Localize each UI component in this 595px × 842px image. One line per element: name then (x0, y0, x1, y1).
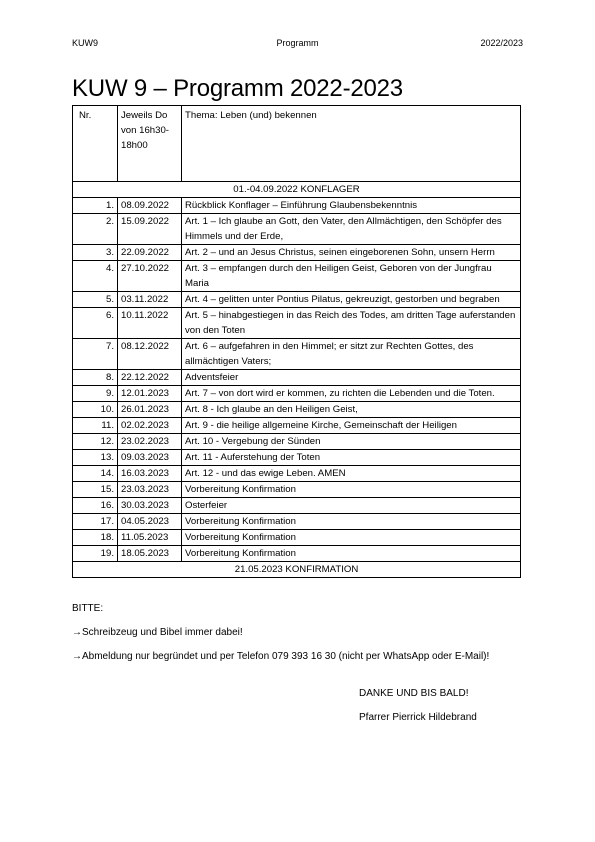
cell-topic: Art. 11 - Auferstehung der Toten (182, 450, 521, 466)
cell-topic: Art. 10 - Vergebung der Sünden (182, 434, 521, 450)
table-header-row (73, 106, 521, 182)
cell-topic: Art. 3 – empfangen durch den Heiligen Geist, Geboren von der Jungfrau Maria (182, 261, 521, 292)
cell-nr: 15. (73, 482, 118, 498)
cell-nr: 17. (73, 514, 118, 530)
cell-date: 04.05.2023 (118, 514, 182, 530)
cell-date: 10.11.2022 (118, 308, 182, 339)
cell-date: 09.03.2023 (118, 450, 182, 466)
cell-nr: 9. (73, 386, 118, 402)
cell-date: 18.05.2023 (118, 546, 182, 562)
cell-date: 03.11.2022 (118, 292, 182, 308)
notes-bitte: BITTE: (72, 603, 104, 614)
table-row (73, 261, 521, 292)
cell-nr: 5. (73, 292, 118, 308)
table-section-row (73, 182, 521, 198)
table-row (73, 308, 521, 339)
cell-nr: 8. (73, 370, 118, 386)
cell-nr: 4. (73, 261, 118, 292)
cell-nr: 1. (73, 198, 118, 214)
table-row (73, 386, 521, 402)
closing-greeting: DANKE UND BIS BALD! (359, 688, 469, 699)
cell-nr: 7. (73, 339, 118, 370)
cell-nr: 13. (73, 450, 118, 466)
table-row (73, 292, 521, 308)
cell-nr: 11. (73, 418, 118, 434)
cell-nr: 18. (73, 530, 118, 546)
cell-topic: Vorbereitung Konfirmation (182, 482, 521, 498)
header-date: Jeweils Do von 16h30-18h00 (118, 106, 182, 182)
table-row (73, 482, 521, 498)
cell-date: 16.03.2023 (118, 466, 182, 482)
table-row (73, 546, 521, 562)
table-row (73, 198, 521, 214)
cell-topic: Art. 1 – Ich glaube an Gott, den Vater, den Allmächtigen, den Schöpfer des Himmels und der Erde, (182, 214, 521, 245)
program-table (72, 105, 521, 578)
table-row (73, 370, 521, 386)
cell-topic: Rückblick Konflager – Einführung Glaubensbekenntnis (182, 198, 521, 214)
table-row (73, 402, 521, 418)
notes (72, 601, 522, 664)
closing-signature: Pfarrer Pierrick Hildebrand (359, 712, 477, 723)
header-right: 2022/2023 (480, 38, 523, 48)
cell-date: 27.10.2022 (118, 261, 182, 292)
cell-topic: Adventsfeier (182, 370, 521, 386)
cell-topic: Osterfeier (182, 498, 521, 514)
table-row (73, 339, 521, 370)
cell-topic: Art. 12 - und das ewige Leben. AMEN (182, 466, 521, 482)
cell-topic: Art. 5 – hinabgestiegen in das Reich des Todes, am dritten Tage auferstanden von den Toten (182, 308, 521, 339)
section-label: 21.05.2023 KONFIRMATION (73, 562, 521, 578)
cell-topic: Art. 8 - Ich glaube an den Heiligen Geist, (182, 402, 521, 418)
cell-topic: Art. 9 - die heilige allgemeine Kirche, Gemeinschaft der Heiligen (182, 418, 521, 434)
cell-topic: Art. 2 – und an Jesus Christus, seinen eingeborenen Sohn, unsern Herrn (182, 245, 521, 261)
cell-date: 08.09.2022 (118, 198, 182, 214)
cell-nr: 3. (73, 245, 118, 261)
cell-nr: 16. (73, 498, 118, 514)
cell-date: 23.02.2023 (118, 434, 182, 450)
table-row (73, 530, 521, 546)
cell-date: 23.03.2023 (118, 482, 182, 498)
cell-nr: 2. (73, 214, 118, 245)
cell-topic: Art. 4 – gelitten unter Pontius Pilatus, gekreuzigt, gestorben und begraben (182, 292, 521, 308)
cell-date: 30.03.2023 (118, 498, 182, 514)
table-row (73, 450, 521, 466)
cell-date: 22.09.2022 (118, 245, 182, 261)
cell-nr: 10. (73, 402, 118, 418)
table-row (73, 466, 521, 482)
cell-topic: Art. 7 – von dort wird er kommen, zu richten die Lebenden und die Toten. (182, 386, 521, 402)
cell-nr: 19. (73, 546, 118, 562)
cell-nr: 12. (73, 434, 118, 450)
table-row (73, 214, 521, 245)
table-row (73, 498, 521, 514)
cell-topic: Vorbereitung Konfirmation (182, 546, 521, 562)
page-title: KUW 9 – Programm 2022-2023 (72, 75, 403, 102)
cell-nr: 6. (73, 308, 118, 339)
cell-nr: 14. (73, 466, 118, 482)
cell-topic: Vorbereitung Konfirmation (182, 530, 521, 546)
notes-line-1: →Schreibzeug und Bibel immer dabei! (72, 627, 243, 638)
table-row (73, 418, 521, 434)
notes-line-2: →Abmeldung nur begründet und per Telefon 079 393 16 30 (nicht per WhatsApp oder E-Mail)! (72, 651, 490, 662)
header-center: Programm (276, 38, 319, 48)
cell-date: 08.12.2022 (118, 339, 182, 370)
cell-date: 26.01.2023 (118, 402, 182, 418)
header-left: KUW9 (72, 38, 99, 48)
table-section-row (73, 562, 521, 578)
cell-date: 12.01.2023 (118, 386, 182, 402)
header-topic: Thema: Leben (und) bekennen (182, 106, 521, 182)
cell-date: 15.09.2022 (118, 214, 182, 245)
cell-topic: Vorbereitung Konfirmation (182, 514, 521, 530)
table-row (73, 434, 521, 450)
table-row (73, 514, 521, 530)
table-row (73, 245, 521, 261)
cell-date: 02.02.2023 (118, 418, 182, 434)
section-label: 01.-04.09.2022 KONFLAGER (73, 182, 521, 198)
cell-date: 11.05.2023 (118, 530, 182, 546)
header-nr: Nr. (73, 106, 118, 182)
cell-topic: Art. 6 – aufgefahren in den Himmel; er sitzt zur Rechten Gottes, des allmächtigen Vaters; (182, 339, 521, 370)
cell-date: 22.12.2022 (118, 370, 182, 386)
